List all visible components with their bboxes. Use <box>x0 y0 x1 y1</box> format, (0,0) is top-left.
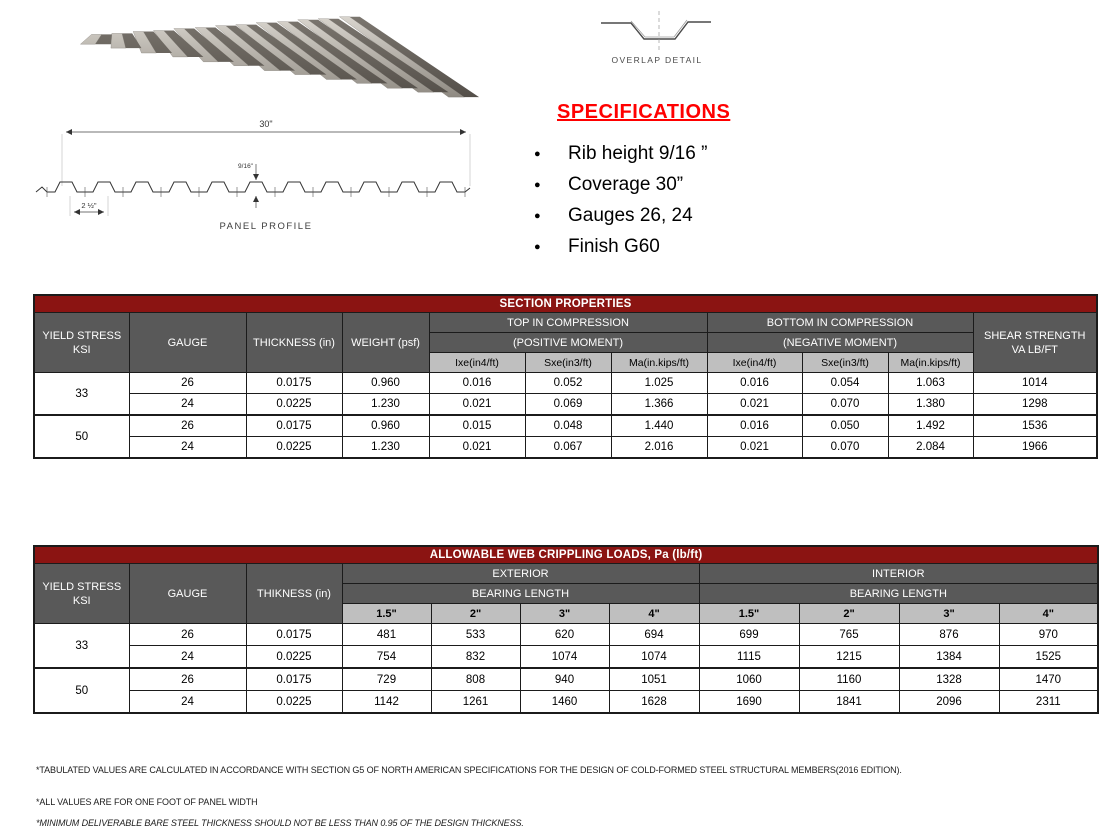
cell: 0.070 <box>802 437 888 459</box>
group-bottom-compression: BOTTOM IN COMPRESSION <box>707 313 973 333</box>
group-interior: INTERIOR <box>699 564 1098 584</box>
cell: 533 <box>431 624 520 646</box>
cell: 1.025 <box>611 373 707 394</box>
cell-yield: 50 <box>34 415 129 458</box>
cell: 1841 <box>799 691 899 714</box>
spec-item-gauges: ● Gauges 26, 24 <box>528 200 707 231</box>
group-bearing-length-int: BEARING LENGTH <box>699 584 1098 604</box>
section-properties-table <box>33 294 1098 459</box>
cell-yield: 33 <box>34 624 129 669</box>
table-row <box>34 646 1098 669</box>
rib-height-dim-text: 9/16" <box>238 163 253 170</box>
coverage-dim-text: 30" <box>259 119 273 129</box>
group-top-compression: TOP IN COMPRESSION <box>429 313 707 333</box>
pitch-dim-text: 2 ½" <box>81 201 97 210</box>
col-ma-pos: Ma(in.kips/ft) <box>611 353 707 373</box>
col-thickness: THIKNESS (in) <box>246 564 342 624</box>
col-int-3in: 3" <box>899 604 999 624</box>
cell: 970 <box>999 624 1098 646</box>
col-ext-1-5in: 1.5" <box>342 604 431 624</box>
col-gauge: GAUGE <box>129 313 246 373</box>
cell: 1261 <box>431 691 520 714</box>
cell: 0.0225 <box>246 437 342 459</box>
col-ext-4in: 4" <box>609 604 699 624</box>
corrugated-panel-3d-image <box>36 5 480 103</box>
col-ext-2in: 2" <box>431 604 520 624</box>
group-negative-moment: (NEGATIVE MOMENT) <box>707 333 973 353</box>
cell: 832 <box>431 646 520 669</box>
cell: 26 <box>129 624 246 646</box>
cell: 0.0225 <box>246 394 342 416</box>
cell: 0.069 <box>525 394 611 416</box>
profile-line <box>36 182 470 192</box>
col-shear-strength <box>973 313 1097 373</box>
cell: 24 <box>129 437 246 459</box>
cell: 1384 <box>899 646 999 669</box>
spec-item-coverage: ● Coverage 30” <box>528 169 707 200</box>
cell: 694 <box>609 624 699 646</box>
col-ixe-pos: Ixe(in4/ft) <box>429 353 525 373</box>
cell: 0.050 <box>802 415 888 437</box>
cell: 0.0175 <box>246 624 342 646</box>
table-row <box>34 691 1098 714</box>
cell: 26 <box>129 373 246 394</box>
footnote-min-thickness: *MINIMUM DELIVERABLE BARE STEEL THICKNESS SHOULD NOT BE LESS THAN 0.95 OF THE DESIGN THICKNESS. <box>36 818 524 828</box>
cell: 24 <box>129 646 246 669</box>
cell: 2096 <box>899 691 999 714</box>
cell: 1690 <box>699 691 799 714</box>
footnote-tabulated-values: *TABULATED VALUES ARE CALCULATED IN ACCORDANCE WITH SECTION G5 OF NORTH AMERICAN SPECIFICATIONS FOR THE DESIGN OF COLD-FORMED STEEL STRUCTURAL MEMBERS(2016 EDITION). <box>36 765 902 775</box>
cell: 1051 <box>609 668 699 691</box>
col-thickness: THICKNESS (in) <box>246 313 342 373</box>
table-row <box>34 437 1097 459</box>
cell: 1.380 <box>888 394 973 416</box>
cell: 2.016 <box>611 437 707 459</box>
cell: 1525 <box>999 646 1098 669</box>
col-sxe-neg: Sxe(in3/ft) <box>802 353 888 373</box>
cell: 1470 <box>999 668 1098 691</box>
cell: 0.048 <box>525 415 611 437</box>
cell: 876 <box>899 624 999 646</box>
cell: 1160 <box>799 668 899 691</box>
panel-profile-label: PANEL PROFILE <box>219 221 313 232</box>
cell: 699 <box>699 624 799 646</box>
cell: 1060 <box>699 668 799 691</box>
col-shear-line2: VA LB/FT <box>1011 343 1058 356</box>
col-sxe-pos: Sxe(in3/ft) <box>525 353 611 373</box>
table-row <box>34 624 1098 646</box>
cell: 1.492 <box>888 415 973 437</box>
cell: 1.366 <box>611 394 707 416</box>
cell: 24 <box>129 394 246 416</box>
cell: 2.084 <box>888 437 973 459</box>
cell: 0.015 <box>429 415 525 437</box>
cell: 0.0225 <box>246 646 342 669</box>
cell: 1328 <box>899 668 999 691</box>
cell: 0.021 <box>707 394 802 416</box>
table-title: SECTION PROPERTIES <box>34 295 1097 313</box>
cell-yield: 33 <box>34 373 129 416</box>
cell-yield: 50 <box>34 668 129 713</box>
col-ixe-neg: Ixe(in4/ft) <box>707 353 802 373</box>
cell: 0.0225 <box>246 691 342 714</box>
cell: 940 <box>520 668 609 691</box>
cell: 24 <box>129 691 246 714</box>
group-bearing-length-ext: BEARING LENGTH <box>342 584 699 604</box>
col-int-1-5in: 1.5" <box>699 604 799 624</box>
col-ma-neg: Ma(in.kips/ft) <box>888 353 973 373</box>
cell: 0.016 <box>429 373 525 394</box>
group-positive-moment: (POSITIVE MOMENT) <box>429 333 707 353</box>
specifications-title: SPECIFICATIONS <box>557 101 731 123</box>
overlap-sheet-line <box>601 22 711 39</box>
col-yield-line1: YIELD STRESS <box>42 329 122 342</box>
cell: 0.067 <box>525 437 611 459</box>
web-crippling-table <box>33 545 1099 714</box>
cell: 0.054 <box>802 373 888 394</box>
col-shear-line1: SHEAR STRENGTH <box>984 329 1086 342</box>
cell: 1142 <box>342 691 431 714</box>
cell: 0.0175 <box>246 373 342 394</box>
col-int-4in: 4" <box>999 604 1098 624</box>
cell: 1460 <box>520 691 609 714</box>
cell: 808 <box>431 668 520 691</box>
table-title: ALLOWABLE WEB CRIPPLING LOADS, Pa (lb/ft) <box>34 546 1098 564</box>
footnote-panel-width: *ALL VALUES ARE FOR ONE FOOT OF PANEL WIDTH <box>36 797 258 807</box>
cell: 0.960 <box>342 373 429 394</box>
cell: 0.052 <box>525 373 611 394</box>
cell: 1.230 <box>342 437 429 459</box>
cell: 1014 <box>973 373 1097 394</box>
panel-profile-drawing <box>22 112 500 234</box>
col-yield-stress <box>34 313 129 373</box>
cell: 0.0175 <box>246 415 342 437</box>
cell: 0.016 <box>707 415 802 437</box>
col-yield-line2: KSI <box>72 343 91 356</box>
cell: 1536 <box>973 415 1097 437</box>
cell: 1628 <box>609 691 699 714</box>
cell: 1215 <box>799 646 899 669</box>
cell: 0.021 <box>707 437 802 459</box>
cell: 0.021 <box>429 437 525 459</box>
overlap-detail-drawing <box>598 8 714 54</box>
cell: 0.021 <box>429 394 525 416</box>
cell: 1074 <box>520 646 609 669</box>
col-gauge: GAUGE <box>129 564 246 624</box>
profile-tick-marks <box>47 187 465 197</box>
cell: 26 <box>129 415 246 437</box>
cell: 1298 <box>973 394 1097 416</box>
cell: 26 <box>129 668 246 691</box>
cell: 765 <box>799 624 899 646</box>
col-ext-3in: 3" <box>520 604 609 624</box>
group-exterior: EXTERIOR <box>342 564 699 584</box>
cell: 0.960 <box>342 415 429 437</box>
table-row <box>34 668 1098 691</box>
cell: 2311 <box>999 691 1098 714</box>
col-int-2in: 2" <box>799 604 899 624</box>
col-weight: WEIGHT (psf) <box>342 313 429 373</box>
cell: 1.230 <box>342 394 429 416</box>
cell: 1.440 <box>611 415 707 437</box>
cell: 0.070 <box>802 394 888 416</box>
cell: 1.063 <box>888 373 973 394</box>
table-row <box>34 373 1097 394</box>
col-yield-line2: KSI <box>72 594 91 607</box>
cell: 0.0175 <box>246 668 342 691</box>
cell: 1074 <box>609 646 699 669</box>
cell: 754 <box>342 646 431 669</box>
overlap-detail-label: OVERLAP DETAIL <box>611 55 703 65</box>
cell: 1115 <box>699 646 799 669</box>
cell: 729 <box>342 668 431 691</box>
table-row <box>34 394 1097 416</box>
col-yield-line1: YIELD STRESS <box>42 580 122 593</box>
spec-item-rib-height: ● Rib height 9/16 ” <box>528 138 707 169</box>
specifications-list <box>528 138 707 262</box>
table-row <box>34 415 1097 437</box>
cell: 1966 <box>973 437 1097 459</box>
col-yield-stress <box>34 564 129 624</box>
cell: 0.016 <box>707 373 802 394</box>
cell: 620 <box>520 624 609 646</box>
spec-item-finish: ● Finish G60 <box>528 231 707 262</box>
cell: 481 <box>342 624 431 646</box>
